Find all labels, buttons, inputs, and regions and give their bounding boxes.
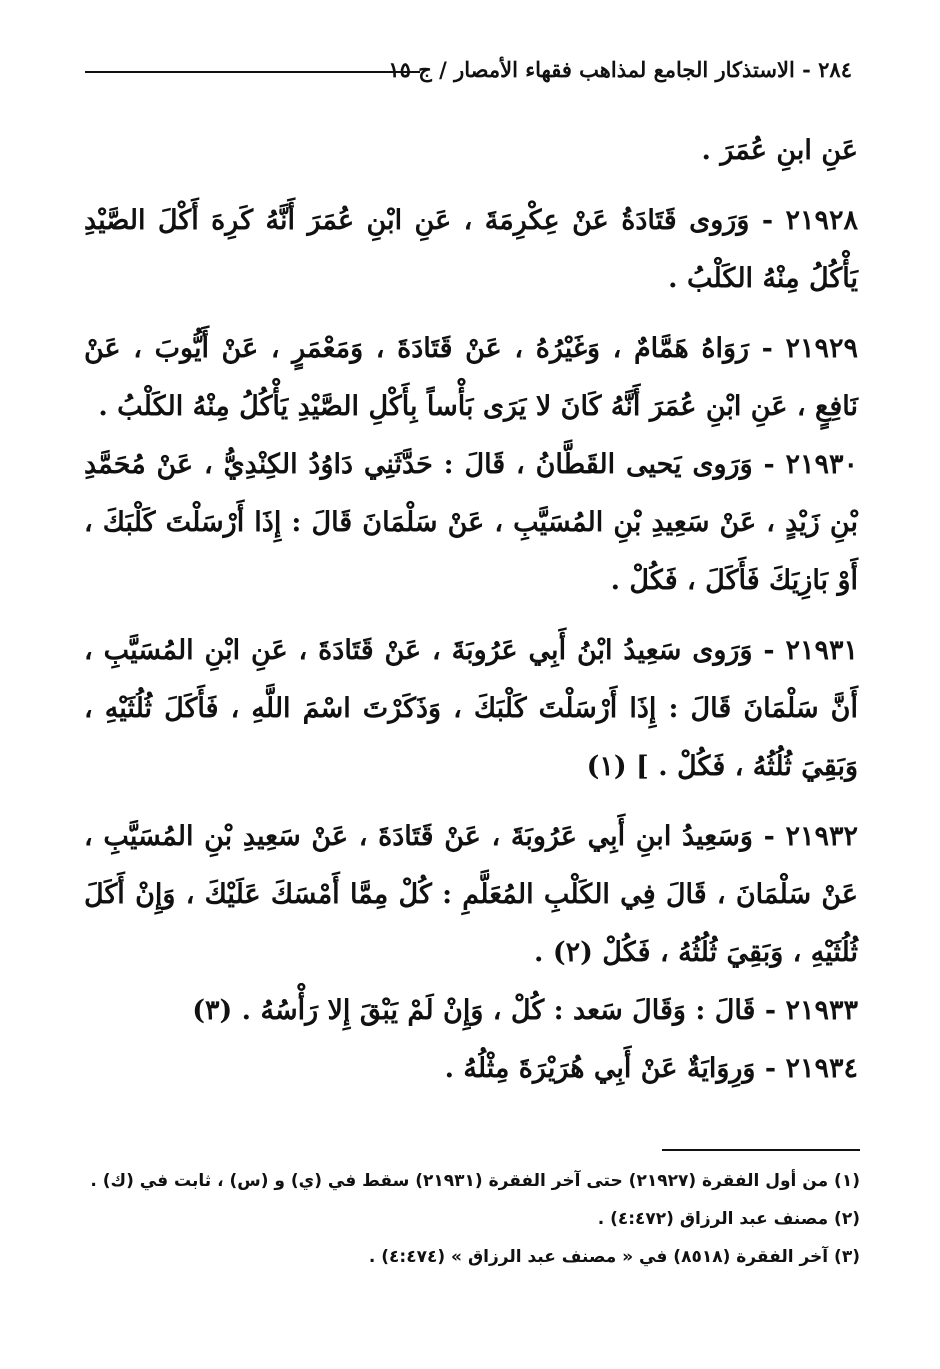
footnote-separator <box>662 1149 860 1151</box>
paragraph-continuation: عَنِ ابنِ عُمَرَ . <box>701 135 858 166</box>
paragraph-21929: ٢١٩٢٩ - رَوَاهُ هَمَّامٌ ، وَغَيْرُهُ ، عَنْ قَتَادَةَ ، وَمَعْمَرٍ ، عَنْ أَيُّوبَ ، عَنْ نَافِعٍ ، عَنِ ابْنِ عُمَرَ أَنَّهُ كَانَ لا يَرَى بَأْساً بِأَكْلِ الصَّيْدِ يَأْكُلُ مِنْهُ الكَلْبُ . <box>84 333 858 422</box>
paragraph-21930: ٢١٩٣٠ - وَرَوى يَحيى القَطَّانُ ، قَالَ : حَدَّثَنِي دَاوُدُ الكِنْدِيُّ ، عَنْ مُحَمَّدِ بْنِ زَيْدٍ ، عَنْ سَعِيدِ بْنِ المُسَيَّبِ ، عَنْ سَلْمَانَ قَالَ : إِذَا أَرْسَلْتَ كَلْبَكَ ، أَوْ بَازِيَكَ فَأَكَلَ ، فَكُلْ . <box>84 449 858 596</box>
paragraph-21934: ٢١٩٣٤ - وَرِوَايَةٌ عَنْ أَبِي هُرَيْرَةَ مِثْلُهُ . <box>444 1053 858 1084</box>
paragraph-21932: ٢١٩٣٢ - وَسَعِيدُ ابنِ أَبِي عَرُوبَةَ ، عَنْ قَتَادَةَ ، عَنْ سَعِيدِ بْنِ المُسَيَّبِ ، عَنْ سَلْمَانَ ، قَالَ فِي الكَلْبِ المُعَلَّمِ : كُلْ مِمَّا أَمْسَكَ عَلَيْكَ ، وَإِنْ أَكَلَ ثُلُثَيْهِ ، وَبَقِيَ ثُلُثُهُ ، فَكُلْ (٢) . <box>84 821 858 968</box>
main-text <box>84 122 858 1098</box>
footnote-1: (١) من أول الفقرة (٢١٩٢٧) حتى آخر الفقرة (٢١٩٣١) سقط في (ي) و (س) ، ثابت في (ك) . <box>90 1171 860 1191</box>
running-header <box>85 55 852 95</box>
paragraph-21933: ٢١٩٣٣ - قَالَ : وَقَالَ سَعد : كُلْ ، وَإِنْ لَمْ يَبْقَ إِلا رَأْسُهُ . (٣) <box>192 995 858 1026</box>
footnote-2: (٢) مصنف عبد الرزاق (٤:٤٧٢) . <box>597 1209 860 1229</box>
footnote-3: (٣) آخر الفقرة (٨٥١٨) في « مصنف عبد الرزاق » (٤:٤٧٤) . <box>368 1247 860 1267</box>
footnotes <box>90 1162 860 1276</box>
header-rule <box>85 71 420 73</box>
running-header-title: ٢٨٤ - الاستذكار الجامع لمذاهب فقهاء الأمصار / ج ١٥ <box>388 57 852 82</box>
paragraph-21931: ٢١٩٣١ - وَرَوى سَعِيدُ ابْنُ أَبِي عَرُوبَةَ ، عَنْ قَتَادَةَ ، عَنِ ابْنِ المُسَيَّبِ ، أَنَّ سَلْمَانَ قَالَ : إِذَا أَرْسَلْتَ كَلْبَكَ ، وَذَكَرْتَ اسْمَ اللَّهِ ، فَأَكَلَ ثُلُثَيْهِ ، وَبَقِيَ ثُلُثُهُ ، فَكُلْ . ] (١) <box>84 635 858 782</box>
paragraph-21928: ٢١٩٢٨ - وَرَوى قَتَادَةُ عَنْ عِكْرِمَةَ ، عَنِ ابْنِ عُمَرَ أَنَّهُ كَرِهَ أَكْلَ الصَّيْدِ يَأْكُلُ مِنْهُ الكَلْبُ . <box>84 205 858 294</box>
